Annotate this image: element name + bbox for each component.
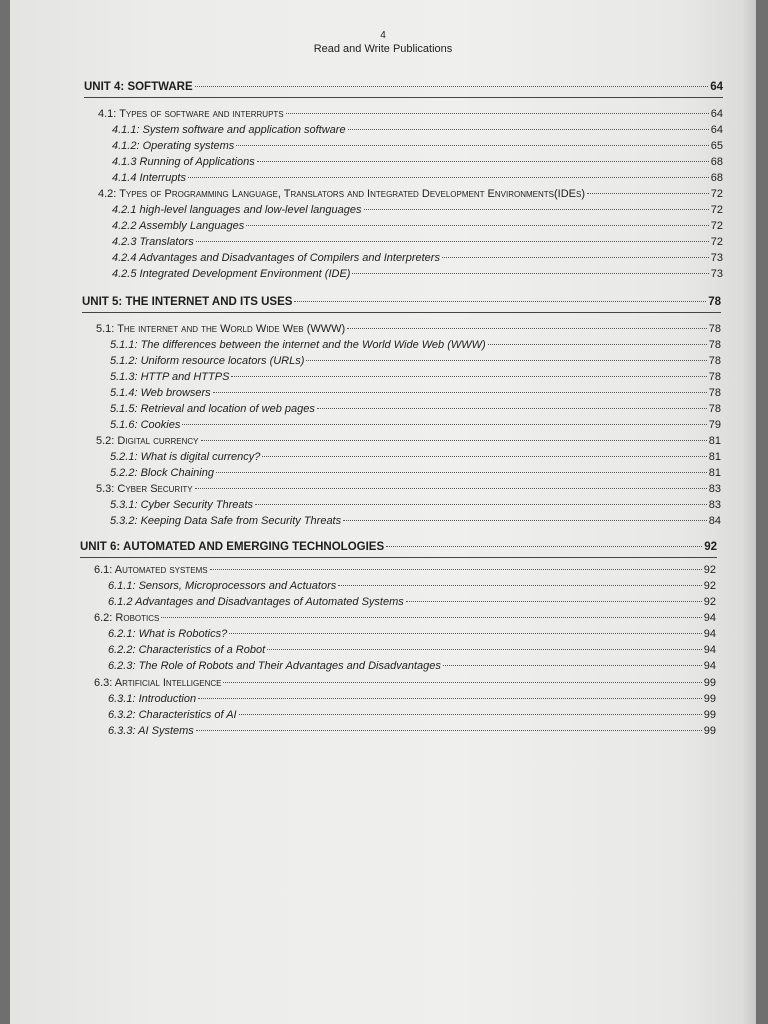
toc-entry-title: 6.2.3: The Role of Robots and Their Advantages and Disadvantages bbox=[108, 660, 441, 672]
toc-entry-page: 99 bbox=[703, 693, 716, 705]
toc-entry-title: 4.1: Types of software and interrupts bbox=[98, 108, 284, 120]
page-number: 4 bbox=[380, 30, 386, 41]
toc-subsection-entry bbox=[108, 692, 716, 706]
document-page bbox=[10, 0, 756, 1024]
toc-entry-page: 94 bbox=[703, 644, 716, 656]
toc-entry-page: 83 bbox=[708, 499, 721, 511]
toc-section-entry bbox=[98, 187, 723, 201]
toc-section-entry bbox=[96, 434, 721, 448]
dot-leader bbox=[231, 375, 706, 377]
toc-entry-title: 5.1.3: HTTP and HTTPS bbox=[110, 371, 230, 383]
dot-leader bbox=[198, 697, 702, 699]
toc-entry-title: 4.2.1 high-level languages and low-level languages bbox=[112, 204, 362, 216]
toc-section-entry bbox=[94, 611, 716, 625]
toc-entry-title: 6.3.1: Introduction bbox=[108, 693, 197, 705]
toc-subsection-entry bbox=[112, 267, 723, 281]
toc-entry-page: 92 bbox=[703, 580, 716, 592]
toc-subsection-entry bbox=[108, 708, 716, 722]
toc-entry-title: 6.2.1: What is Robotics? bbox=[108, 628, 228, 640]
dot-leader bbox=[306, 359, 706, 361]
dot-leader bbox=[229, 632, 702, 634]
toc-section-entry bbox=[96, 482, 721, 496]
toc-entry-title: 6.3.3: AI Systems bbox=[108, 725, 194, 737]
toc-entry-title: 6.1.1: Sensors, Microprocessors and Actuators bbox=[108, 580, 337, 592]
dot-leader bbox=[255, 503, 707, 505]
toc-entry-page: 78 bbox=[708, 339, 721, 351]
dot-leader bbox=[338, 584, 702, 586]
toc-subsection-entry bbox=[110, 498, 721, 512]
toc-subsection-entry bbox=[108, 724, 716, 738]
toc-entry-page: 72 bbox=[710, 188, 723, 200]
dot-leader bbox=[188, 176, 709, 178]
dot-leader bbox=[213, 391, 707, 393]
dot-leader bbox=[236, 144, 708, 146]
toc-subsection-entry bbox=[112, 219, 723, 233]
dot-leader bbox=[443, 664, 702, 666]
toc-subsection-entry bbox=[112, 235, 723, 249]
toc-entry-title: 4.2.4 Advantages and Disadvantages of Compilers and Interpreters bbox=[112, 252, 440, 264]
toc-entry-page: 78 bbox=[708, 371, 721, 383]
toc-subsection-entry bbox=[110, 370, 721, 384]
toc-subsection-entry bbox=[110, 514, 721, 528]
toc-entry-title: 5.1.6: Cookies bbox=[110, 419, 181, 431]
toc-entry-page: 81 bbox=[708, 435, 721, 447]
dot-leader bbox=[210, 568, 702, 570]
toc-subsection-entry bbox=[110, 450, 721, 464]
dot-leader bbox=[267, 648, 702, 650]
dot-leader bbox=[239, 713, 702, 715]
toc-entry-title: UNIT 6: AUTOMATED AND EMERGING TECHNOLOGIES bbox=[80, 541, 385, 553]
toc-entry-page: 64 bbox=[710, 81, 723, 93]
dot-leader bbox=[317, 407, 707, 409]
dot-leader bbox=[286, 112, 709, 114]
toc-subsection-entry bbox=[108, 627, 716, 641]
dot-leader bbox=[246, 224, 708, 226]
toc-entry-page: 68 bbox=[710, 156, 723, 168]
dot-leader bbox=[216, 471, 707, 473]
toc-section-entry bbox=[98, 107, 723, 121]
toc-entry-title: 5.1.4: Web browsers bbox=[110, 387, 211, 399]
toc-entry-page: 72 bbox=[710, 220, 723, 232]
dot-leader bbox=[201, 439, 707, 441]
toc-entry-title: UNIT 4: SOFTWARE bbox=[84, 81, 193, 93]
dot-leader bbox=[182, 423, 706, 425]
toc-subsection-entry bbox=[108, 595, 716, 609]
toc-entry-title: 5.2.2: Block Chaining bbox=[110, 467, 214, 479]
toc-entry-page: 94 bbox=[703, 660, 716, 672]
toc-subsection-entry bbox=[112, 123, 723, 137]
toc-entry-title: 5.1.1: The differences between the internet and the World Wide Web (WWW) bbox=[110, 339, 486, 351]
toc-entry-page: 81 bbox=[708, 451, 721, 463]
toc-subsection-entry bbox=[110, 402, 721, 416]
toc-entry-title: 6.3: Artificial Intelligence bbox=[94, 677, 222, 689]
toc-subsection-entry bbox=[108, 579, 716, 593]
dot-leader bbox=[488, 343, 707, 345]
page-header bbox=[10, 30, 756, 56]
toc-subsection-entry bbox=[108, 659, 716, 673]
toc-section-entry bbox=[94, 676, 716, 690]
toc-entry-page: 99 bbox=[703, 725, 716, 737]
toc-entry-page: 81 bbox=[708, 467, 721, 479]
toc-entry-title: 5.3.2: Keeping Data Safe from Security Threats bbox=[110, 515, 342, 527]
publisher-name: Read and Write Publications bbox=[313, 43, 453, 55]
toc-entry-title: 5.1: The internet and the World Wide Web (WWW) bbox=[96, 323, 346, 335]
dot-leader bbox=[442, 256, 709, 258]
toc-entry-page: 78 bbox=[708, 403, 721, 415]
toc-entry-title: 4.1.4 Interrupts bbox=[112, 172, 186, 184]
toc-entry-page: 78 bbox=[708, 355, 721, 367]
dot-leader bbox=[343, 519, 707, 521]
unit-underline bbox=[82, 312, 721, 313]
unit-underline bbox=[80, 557, 717, 558]
dot-leader bbox=[347, 327, 707, 329]
dot-leader bbox=[196, 729, 702, 731]
toc-entry-page: 92 bbox=[703, 564, 716, 576]
dot-leader bbox=[294, 300, 706, 302]
toc-entry-title: 4.2: Types of Programming Language, Translators and Integrated Development Environments(IDEs) bbox=[98, 188, 586, 200]
toc-entry-page: 99 bbox=[703, 709, 716, 721]
toc-entry-title: 4.1.2: Operating systems bbox=[112, 140, 235, 152]
toc-entry-page: 94 bbox=[703, 612, 716, 624]
dot-leader bbox=[195, 487, 707, 489]
toc-subsection-entry bbox=[112, 155, 723, 169]
toc-subsection-entry bbox=[112, 251, 723, 265]
toc-subsection-entry bbox=[108, 643, 716, 657]
toc-entry-title: 5.2: Digital currency bbox=[96, 435, 199, 447]
toc-unit-entry bbox=[80, 540, 717, 554]
toc-entry-page: 78 bbox=[708, 296, 721, 308]
toc-subsection-entry bbox=[112, 171, 723, 185]
toc-entry-page: 79 bbox=[708, 419, 721, 431]
toc-entry-title: UNIT 5: THE INTERNET AND ITS USES bbox=[82, 296, 293, 308]
toc-entry-page: 78 bbox=[708, 323, 721, 335]
toc-subsection-entry bbox=[112, 203, 723, 217]
toc-subsection-entry bbox=[110, 338, 721, 352]
toc-entry-page: 68 bbox=[710, 172, 723, 184]
toc-section-entry bbox=[94, 563, 716, 577]
dot-leader bbox=[364, 208, 709, 210]
toc-entry-title: 6.1.2 Advantages and Disadvantages of Automated Systems bbox=[108, 596, 404, 608]
toc-unit-entry bbox=[82, 295, 721, 309]
dot-leader bbox=[406, 600, 702, 602]
dot-leader bbox=[386, 545, 702, 547]
dot-leader bbox=[223, 681, 701, 683]
toc-entry-page: 99 bbox=[703, 677, 716, 689]
toc-entry-title: 4.2.3 Translators bbox=[112, 236, 194, 248]
toc-entry-title: 5.1.5: Retrieval and location of web pages bbox=[110, 403, 315, 415]
toc-entry-title: 6.2.2: Characteristics of a Robot bbox=[108, 644, 266, 656]
toc-subsection-entry bbox=[110, 466, 721, 480]
toc-entry-page: 72 bbox=[710, 204, 723, 216]
dot-leader bbox=[587, 192, 709, 194]
toc-entry-page: 83 bbox=[708, 483, 721, 495]
toc-entry-title: 5.3: Cyber Security bbox=[96, 483, 193, 495]
toc-entry-page: 72 bbox=[710, 236, 723, 248]
toc-entry-page: 64 bbox=[710, 124, 723, 136]
toc-section-entry bbox=[96, 322, 721, 336]
toc-entry-title: 6.1: Automated systems bbox=[94, 564, 208, 576]
dot-leader bbox=[257, 160, 709, 162]
toc-entry-page: 84 bbox=[708, 515, 721, 527]
toc-unit-entry bbox=[84, 80, 723, 94]
dot-leader bbox=[161, 616, 701, 618]
toc-entry-title: 4.1.1: System software and application software bbox=[112, 124, 346, 136]
toc-subsection-entry bbox=[110, 418, 721, 432]
toc-entry-page: 92 bbox=[704, 541, 717, 553]
toc-entry-title: 5.1.2: Uniform resource locators (URLs) bbox=[110, 355, 305, 367]
toc-entry-page: 92 bbox=[703, 596, 716, 608]
toc-subsection-entry bbox=[110, 386, 721, 400]
toc-entry-title: 5.3.1: Cyber Security Threats bbox=[110, 499, 254, 511]
toc-entry-title: 6.2: Robotics bbox=[94, 612, 160, 624]
unit-underline bbox=[84, 97, 723, 98]
toc-entry-title: 5.2.1: What is digital currency? bbox=[110, 451, 261, 463]
dot-leader bbox=[352, 272, 708, 274]
dot-leader bbox=[196, 240, 709, 242]
toc-entry-title: 4.2.2 Assembly Languages bbox=[112, 220, 245, 232]
toc-subsection-entry bbox=[112, 139, 723, 153]
toc-entry-title: 4.2.5 Integrated Development Environment (IDE) bbox=[112, 268, 351, 280]
toc-entry-page: 94 bbox=[703, 628, 716, 640]
toc-entry-page: 64 bbox=[710, 108, 723, 120]
toc-entry-page: 65 bbox=[710, 140, 723, 152]
toc-entry-title: 6.3.2: Characteristics of AI bbox=[108, 709, 237, 721]
toc-entry-page: 73 bbox=[710, 252, 723, 264]
dot-leader bbox=[195, 85, 709, 87]
toc-entry-title: 4.1.3 Running of Applications bbox=[112, 156, 255, 168]
toc-entry-page: 78 bbox=[708, 387, 721, 399]
toc-subsection-entry bbox=[110, 354, 721, 368]
dot-leader bbox=[348, 128, 709, 130]
toc-entry-page: 73 bbox=[710, 268, 723, 280]
dot-leader bbox=[262, 455, 706, 457]
